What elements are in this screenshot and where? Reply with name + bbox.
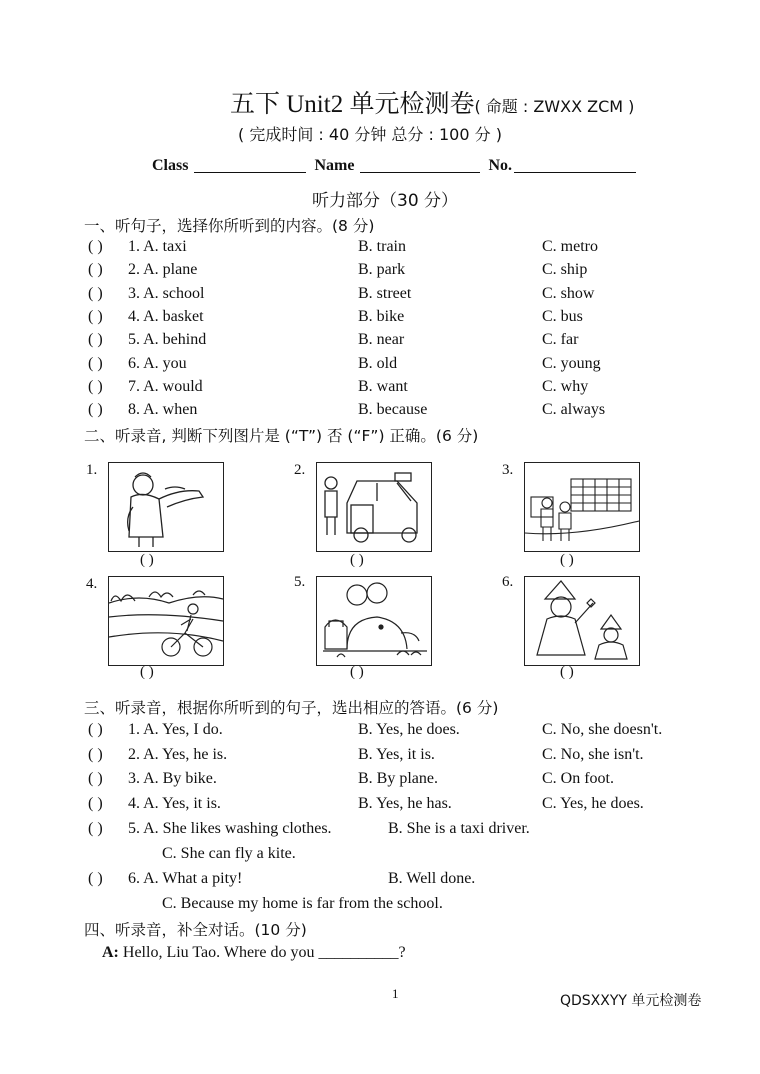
option-c: C. why xyxy=(542,377,589,395)
picture-answer-paren[interactable]: ( ) xyxy=(350,664,364,680)
option-a: 6. A. you xyxy=(128,354,187,372)
option-c: C. bus xyxy=(542,307,583,325)
student-info-line xyxy=(152,156,640,175)
option-a: 2. A. plane xyxy=(128,261,198,279)
answer-paren[interactable]: ( ) xyxy=(88,745,103,763)
part3-item-5 xyxy=(88,820,728,842)
option-c: C. far xyxy=(542,331,579,349)
option-b: B. Yes, he has. xyxy=(358,795,452,813)
option-b: B. near xyxy=(358,331,405,349)
part1-item xyxy=(88,355,728,377)
picture-number: 6. xyxy=(502,574,514,590)
picture-number: 3. xyxy=(502,462,514,478)
option-c: C. She can fly a kite. xyxy=(162,845,296,862)
dialogue-text: Hello, Liu Tao. Where do you __________? xyxy=(122,944,406,961)
option-a: 4. A. basket xyxy=(128,307,204,325)
man-taxi-picture xyxy=(316,462,432,552)
option-c: C. show xyxy=(542,284,595,302)
page-number: 1 xyxy=(392,986,399,1001)
picture-answer-paren[interactable]: ( ) xyxy=(350,552,364,568)
option-a: 8. A. when xyxy=(128,401,198,419)
option-c: C. No, she doesn't. xyxy=(542,721,663,738)
part3-heading: 三、听录音，根据你所听到的句子，选出相应的答语。(6 分) xyxy=(84,699,499,717)
picture-number: 2. xyxy=(294,462,306,478)
option-a: 4. A. Yes, it is. xyxy=(128,795,221,813)
option-a: 5. A. She likes washing clothes. xyxy=(128,820,332,837)
picture-answer-paren[interactable]: ( ) xyxy=(140,664,154,680)
option-b: B. want xyxy=(358,377,408,395)
boy-waving-picture xyxy=(108,462,224,552)
answer-paren[interactable]: ( ) xyxy=(88,307,103,325)
option-b: B. Yes, he does. xyxy=(358,721,460,738)
answer-paren[interactable]: ( ) xyxy=(88,284,103,302)
part1-item xyxy=(88,331,728,353)
part1-item xyxy=(88,261,728,283)
option-b: B. train xyxy=(358,238,406,255)
option-b: B. park xyxy=(358,261,406,279)
answer-paren[interactable]: ( ) xyxy=(88,770,103,788)
option-b: B. By plane. xyxy=(358,770,438,788)
part1-item xyxy=(88,378,728,400)
option-a: 7. A. would xyxy=(128,377,203,395)
part1-heading: 一、听句子，选择你所听到的内容。(8 分) xyxy=(84,217,375,235)
part2-heading: 二、听录音, 判断下列图片是 (“T”) 否 (“F”) 正确。(6 分) xyxy=(84,427,479,445)
picture-number: 5. xyxy=(294,574,306,590)
answer-paren[interactable]: ( ) xyxy=(88,377,103,395)
name-label: Name xyxy=(314,157,355,174)
answer-paren[interactable]: ( ) xyxy=(88,820,103,837)
option-a: 3. A. school xyxy=(128,284,205,302)
mouse-bag-picture xyxy=(316,576,432,666)
option-a: 6. A. What a pity! xyxy=(128,870,243,887)
part1-item xyxy=(88,308,728,330)
footer-source: QDSXXYY 单元检测卷 xyxy=(560,993,702,1009)
answer-paren[interactable]: ( ) xyxy=(88,401,103,419)
option-b: B. Yes, it is. xyxy=(358,745,435,763)
option-c: C. always xyxy=(542,401,606,419)
option-b: B. Well done. xyxy=(388,870,476,887)
answer-paren[interactable]: ( ) xyxy=(88,261,103,279)
option-c: C. Yes, he does. xyxy=(542,795,644,813)
picture-number: 1. xyxy=(86,462,98,478)
answer-paren[interactable]: ( ) xyxy=(88,331,103,349)
option-a: 2. A. Yes, he is. xyxy=(128,745,228,763)
page-title xyxy=(230,84,634,120)
answer-paren[interactable]: ( ) xyxy=(88,795,103,813)
picture-answer-paren[interactable]: ( ) xyxy=(140,552,154,568)
option-c: C. On foot. xyxy=(542,770,614,788)
title-author: ( 命题 : ZWXX ZCM ) xyxy=(474,97,635,116)
no-label: No. xyxy=(488,157,512,174)
listening-section-title: 听力部分（30 分） xyxy=(312,191,459,211)
picture-answer-paren[interactable]: ( ) xyxy=(560,552,574,568)
option-b: B. old xyxy=(358,354,398,372)
picture-number: 4. xyxy=(86,576,98,592)
option-b: B. because xyxy=(358,401,428,419)
part3-item xyxy=(88,770,728,792)
fairy-witch-picture xyxy=(524,576,640,666)
title-main: 五下 Unit2 单元检测卷 xyxy=(230,91,475,118)
class-blank[interactable] xyxy=(194,156,306,173)
option-c: C. No, she isn't. xyxy=(542,745,644,763)
part4-heading: 四、听录音，补全对话。(10 分) xyxy=(84,921,307,939)
no-blank[interactable] xyxy=(514,156,636,173)
class-label: Class xyxy=(152,157,189,174)
speaker-label: A: xyxy=(102,944,119,961)
answer-paren[interactable]: ( ) xyxy=(88,721,103,738)
answer-paren[interactable]: ( ) xyxy=(88,354,103,372)
option-c: C. Because my home is far from the school. xyxy=(162,895,443,912)
time-score-line: ( 完成时间 : 40 分钟 总分 : 100 分 ) xyxy=(238,125,502,144)
option-b: B. bike xyxy=(358,307,405,325)
option-b: B. She is a taxi driver. xyxy=(388,820,530,837)
part3-item-6 xyxy=(88,870,728,892)
part1-item xyxy=(88,285,728,307)
answer-paren[interactable]: ( ) xyxy=(88,870,103,887)
part3-item xyxy=(88,721,728,743)
option-c: C. ship xyxy=(542,261,588,279)
part1-item xyxy=(88,401,728,423)
option-b: B. street xyxy=(358,284,412,302)
part1-item xyxy=(88,238,728,260)
part3-item xyxy=(88,746,728,768)
name-blank[interactable] xyxy=(360,156,480,173)
option-a: 5. A. behind xyxy=(128,331,207,349)
option-c: C. young xyxy=(542,354,601,372)
part3-item xyxy=(88,795,728,817)
boy-cycling-picture xyxy=(108,576,224,666)
answer-paren[interactable]: ( ) xyxy=(88,238,103,255)
picture-answer-paren[interactable]: ( ) xyxy=(560,664,574,680)
option-a: 1. A. taxi xyxy=(128,238,187,255)
option-c: C. metro xyxy=(542,238,598,255)
dialogue-line xyxy=(102,944,406,962)
children-street-picture xyxy=(524,462,640,552)
option-a: 1. A. Yes, I do. xyxy=(128,721,223,738)
option-a: 3. A. By bike. xyxy=(128,770,217,788)
